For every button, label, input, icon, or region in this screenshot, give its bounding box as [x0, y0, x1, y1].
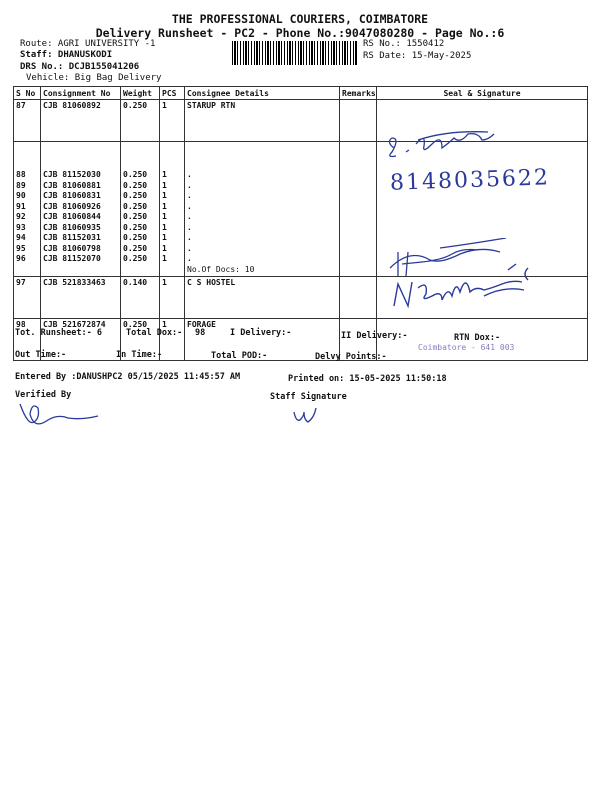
cell-wt-value: 0.250 — [123, 254, 148, 263]
cell-pcs-value: 1 — [162, 233, 167, 242]
cell-details-value: C S HOSTEL — [187, 278, 236, 287]
signature-row-87 — [382, 126, 522, 166]
verified-by-signature — [14, 398, 104, 428]
route-label: Route: AGRI UNIVERSITY -1 — [20, 39, 156, 49]
cell-details-value: . — [187, 233, 192, 242]
cell-wt-value: 0.250 — [123, 243, 148, 253]
cell-sno — [14, 142, 41, 277]
cell-sno-value: 94 — [16, 233, 26, 242]
cell-details — [185, 142, 340, 277]
cell-details — [185, 277, 340, 319]
table-header-row — [14, 87, 588, 100]
cell-cno — [41, 277, 121, 319]
col-remarks: Remarks — [340, 87, 377, 100]
cell-details-value: FORAGE — [187, 320, 216, 329]
staff-label: Staff: DHANUSKODI — [20, 50, 113, 60]
i-delivery: I Delivery:- — [230, 328, 292, 338]
cell-remarks — [340, 142, 377, 277]
cell-cno-value: CJB 81152031 — [43, 233, 101, 242]
rs-date: RS Date: 15-May-2025 — [363, 51, 472, 61]
cell-details — [185, 100, 340, 142]
cell-details-value: . — [187, 222, 192, 232]
cell-sno-value: 93 — [16, 222, 26, 232]
company-title: THE PROFESSIONAL COURIERS, COIMBATORE — [171, 12, 429, 26]
cell-pcs-value: 1 — [162, 212, 167, 221]
printed-on: Printed on: 15-05-2025 11:50:18 — [288, 374, 447, 384]
cell-wt-value: 0.250 — [123, 201, 148, 211]
cell-cno-value: CJB 81060798 — [43, 243, 101, 253]
cell-cno-value: CJB 81060831 — [43, 191, 101, 200]
cell-pcs — [160, 319, 185, 361]
cell-sno-value: 97 — [16, 278, 26, 287]
cell-wt-value: 0.250 — [123, 180, 148, 190]
staff-signature-label: Staff Signature — [270, 392, 347, 402]
col-consignment: Consignment No — [41, 87, 121, 100]
cell-sno-value: 92 — [16, 212, 26, 221]
cell-sno-value: 90 — [16, 191, 26, 200]
cell-details-value: . — [187, 254, 192, 263]
cell-remarks — [340, 277, 377, 319]
table-row — [14, 319, 588, 361]
cell-pcs-value: 1 — [162, 180, 167, 190]
signature-row-98 — [388, 258, 548, 313]
cell-details-value: . — [187, 180, 192, 190]
cell-pcs — [160, 100, 185, 142]
cell-pcs-value: 1 — [162, 243, 167, 253]
runsheet-subtitle: Delivery Runsheet - PC2 - Phone No.:9047080280 - Page No.:6 — [95, 26, 505, 40]
cell-wt — [121, 100, 160, 142]
col-consignee: Consignee Details — [185, 87, 340, 100]
delvy-points: Delvy Points:- — [315, 352, 387, 362]
cell-pcs-value: 1 — [162, 254, 167, 263]
cell-cno-value: CJB 81060844 — [43, 212, 101, 221]
cell-sno-value: 96 — [16, 254, 26, 263]
cell-wt-value: 0.250 — [123, 191, 148, 200]
cell-wt — [121, 277, 160, 319]
cell-details-value: . — [187, 201, 192, 211]
drs-number: DRS No.: DCJB155041206 — [20, 62, 140, 72]
cell-cno-value: CJB 521833463 — [43, 278, 106, 287]
barcode — [232, 41, 357, 65]
stamp-text: Coimbatore - 641 003 — [418, 343, 515, 352]
cell-sno — [14, 100, 41, 142]
cell-details-value: . — [187, 243, 192, 253]
vehicle-label: Vehicle: Big Bag Delivery — [26, 73, 162, 83]
cell-sno — [14, 277, 41, 319]
total-dox-value: 98 — [195, 328, 206, 338]
cell-cno-value: CJB 81060881 — [43, 180, 101, 190]
cell-pcs-value: 1 — [162, 191, 167, 200]
cell-wt-value: 0.250 — [123, 212, 148, 221]
cell-wt-value: 0.250 — [123, 233, 148, 242]
cell-cno — [41, 100, 121, 142]
cell-pcs-value: 1 — [162, 101, 167, 110]
cell-pcs — [160, 142, 185, 277]
rtn-dox: RTN Dox:- — [454, 333, 501, 343]
staff-signature — [290, 404, 320, 428]
cell-wt-value: 0.250 — [123, 320, 148, 329]
cell-pcs — [160, 277, 185, 319]
cell-sno-value: 89 — [16, 180, 26, 190]
cell-pcs-value: 1 — [162, 222, 167, 232]
cell-wt — [121, 142, 160, 277]
cell-sno-value: 87 — [16, 101, 26, 110]
entered-by: Entered By :DANUSHPC2 05/15/2025 11:45:57 AM — [15, 372, 241, 382]
cell-wt-value: 0.250 — [123, 222, 148, 232]
cell-cno — [41, 142, 121, 277]
cell-sno-value: 95 — [16, 243, 26, 253]
cell-details-value: . — [187, 170, 192, 179]
handwritten-phone: 8148035622 — [389, 165, 551, 196]
cell-sno-value: 88 — [16, 170, 26, 179]
col-sno: S No — [14, 87, 41, 100]
cell-sno-value: 91 — [16, 201, 26, 211]
cell-sno-value: 98 — [16, 320, 26, 329]
cell-remarks — [340, 100, 377, 142]
cell-cno-value: CJB 81060926 — [43, 201, 101, 211]
total-dox-label: Total Dox:- — [126, 328, 183, 338]
cell-cno-value: CJB 81152070 — [43, 254, 101, 263]
col-pcs: PCS — [160, 87, 185, 100]
ii-delivery: II Delivery:- — [341, 331, 408, 341]
tot-runsheet: Tot. Runsheet:- 6 — [15, 328, 102, 338]
cell-details-value: . — [187, 212, 192, 221]
cell-wt-value: 0.140 — [123, 278, 148, 287]
rs-number: RS No.: 1550412 — [363, 39, 445, 49]
in-time: In Time:- — [116, 350, 163, 360]
cell-wt-value: 0.250 — [123, 101, 148, 110]
cell-cno-value: CJB 81152030 — [43, 170, 101, 179]
cell-wt-value: 0.250 — [123, 170, 148, 179]
verified-by-label: Verified By — [15, 390, 72, 400]
cell-pcs-value: 1 — [162, 170, 167, 179]
total-pod: Total POD:- — [211, 351, 268, 361]
cell-details-value: . — [187, 191, 192, 200]
cell-details-value: STARUP RTN — [187, 101, 236, 110]
col-seal-signature: Seal & Signature — [377, 87, 588, 100]
cell-pcs-value: 1 — [162, 278, 167, 287]
col-weight: Weight — [121, 87, 160, 100]
cell-pcs-value: 1 — [162, 320, 167, 329]
cell-cno-value: CJB 81060892 — [43, 101, 101, 110]
cell-pcs-value: 1 — [162, 201, 167, 211]
docs-count: No.Of Docs: 10 — [187, 264, 255, 274]
cell-cno-value: CJB 81060935 — [43, 222, 101, 232]
cell-cno-value: CJB 521672874 — [43, 320, 106, 329]
out-time: Out Time:- — [15, 350, 67, 360]
